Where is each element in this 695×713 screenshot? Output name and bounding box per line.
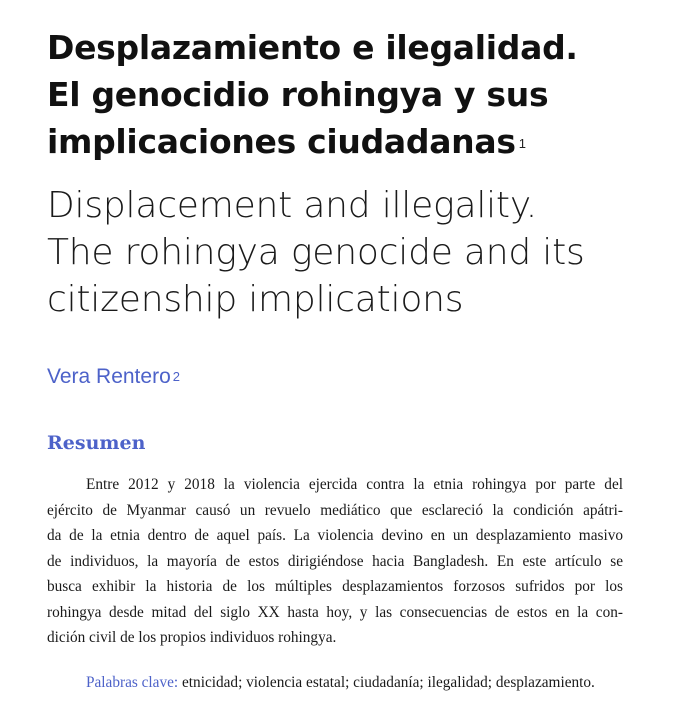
author-line bbox=[47, 363, 180, 391]
title-footnote-marker[interactable]: 1 bbox=[518, 136, 526, 151]
spanish-title bbox=[47, 24, 667, 165]
spanish-title-line-3-text: implicaciones ciudadanas bbox=[47, 122, 516, 161]
abstract-line: ejército de Myanmar causó un revuelo mediático que esclareció la condición apátri- bbox=[47, 501, 623, 519]
abstract-line: de individuos, la mayoría de estos dirigiéndose hacia Bangladesh. En este artículo se bbox=[47, 552, 623, 570]
abstract-body bbox=[47, 472, 623, 651]
english-title-line-3: citizenship implications bbox=[47, 279, 464, 320]
abstract-line: dición civil de los propios individuos rohingya. bbox=[47, 629, 337, 646]
spanish-title-line-1: Desplazamiento e ilegalidad. bbox=[47, 28, 578, 67]
english-title bbox=[47, 182, 667, 323]
author-name: Vera Rentero bbox=[47, 365, 171, 388]
english-title-line-1: Displacement and illegality. bbox=[47, 185, 538, 226]
abstract-heading: Resumen bbox=[47, 432, 146, 454]
abstract-line: da de la etnia dentro de aquel país. La violencia devino en un desplazamiento masivo bbox=[47, 527, 623, 544]
spanish-title-line-2: El genocidio rohingya y sus bbox=[47, 75, 549, 114]
author-footnote-marker[interactable]: 2 bbox=[172, 369, 180, 384]
keywords-label: Palabras clave: bbox=[86, 674, 179, 691]
keywords-text: etnicidad; violencia estatal; ciudadanía; ilegalidad; desplazamiento. bbox=[182, 674, 595, 691]
abstract-line: busca exhibir la historia de los múltiples desplazamientos forzosos sufridos por los bbox=[47, 578, 623, 595]
english-title-line-2: The rohingya genocide and its bbox=[47, 232, 585, 273]
spanish-title-line-3 bbox=[47, 118, 667, 165]
abstract-line: Entre 2012 y 2018 la violencia ejercida contra la etnia rohingya por parte del bbox=[86, 476, 623, 493]
keywords bbox=[86, 670, 626, 695]
abstract-line: rohingya desde mitad del siglo XX hasta hoy, y las consecuencias de estos en la con- bbox=[47, 603, 623, 621]
